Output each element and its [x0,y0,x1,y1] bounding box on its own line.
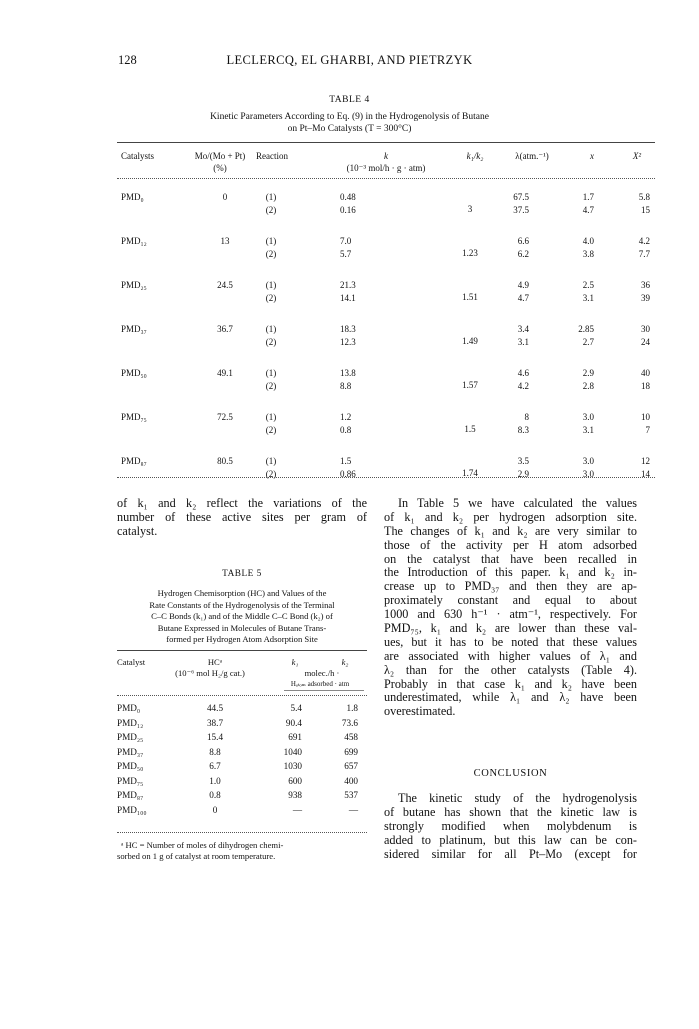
text-line: λ₂ than for the other catalysts (Table 4). [384,662,637,677]
table4-label: TABLE 4 [329,95,370,105]
t4-cell-reaction: (1) [265,456,277,466]
t4-cell-reaction: (1) [265,192,277,202]
text-line: 1000 and 630 h⁻¹ · atm⁻¹, respectively. For [384,607,637,622]
t4-cell-k: 0.48 [340,192,356,202]
t4-cell-chi2: 18 [641,380,650,391]
t5-cell-k2: 1.8 [346,703,358,713]
t5-cell-k2: 458 [344,732,358,742]
t4-cell-x: 3.1 [582,424,594,435]
t4-head-chi2: X² [632,151,642,161]
text-line: of k₁ and k₂ per hydrogen adsorption site. [384,509,637,524]
t5-head-hc: HCᵃ [207,657,223,667]
t4-head-lambda: λ(atm.⁻¹) [515,151,549,161]
t4-cell-lambda: 2.9 [517,468,529,479]
t4-head-catalysts: Catalysts [121,151,154,161]
table4-caption-line1: Kinetic Parameters According to Eq. (9) in the Hydrogenolysis of Butane [210,112,489,122]
table5-header-rule [117,695,367,696]
t4-cell-x: 2.9 [582,368,594,378]
t5-cell-k1: 1040 [283,746,302,757]
table5-top-rule [117,650,367,651]
t4-cell-x: 3.0 [582,468,594,479]
t4-cell-x: 4.0 [582,236,594,246]
t5-cell-hc: 38.7 [206,717,224,728]
t4-cell-x: 2.8 [582,380,594,391]
t4-cell-lambda: 4.2 [517,380,529,391]
text-line: strongly modified when molybdenum is [384,818,637,833]
table4-header-rule [117,178,655,179]
t5-cell-k1: 600 [288,775,302,786]
t4-cell-k: 5.7 [340,248,352,259]
text-line: underestimated, while λ₁ and λ₂ have been [384,690,637,705]
caption-line: Rate Constants of the Hydrogenolysis of the Terminal [149,599,335,610]
t4-cell-chi2: 40 [641,368,650,378]
t4-cell-chi2: 10 [641,412,650,422]
t5-cell-k1: 938 [288,790,302,800]
text-line: The changes of k₁ and k₂ are very similar to [384,523,637,538]
t4-cell-chi2: 30 [641,324,650,334]
t5-cell-k1: 90.4 [285,717,302,728]
t5-cell-catalyst: PMD₅₀ [117,761,144,771]
t4-cell-chi2: 36 [641,280,650,290]
text-line: of k₁ and k₂ reflect the variations of the [117,496,367,510]
t4-cell-k: 12.3 [340,336,356,347]
t5-cell-k2: 657 [344,761,358,771]
t5-cell-k1: — [292,804,302,815]
t4-cell-catalyst: PMD₈₇ [121,456,147,466]
t5-cell-catalyst: PMD₂₅ [117,732,144,742]
table5-caption [117,588,367,646]
text-line: The kinetic study of the hydrogenolysis [398,791,637,805]
t4-cell-ratio: 3 [467,204,473,214]
t4-cell-ratio: 1.23 [462,248,478,258]
right-paragraph-2 [384,792,637,861]
t5-cell-hc: 8.8 [209,746,221,757]
t5-cell-catalyst: PMD₁₀₀ [117,804,147,815]
t5-cell-hc: 0.8 [209,790,221,800]
t4-cell-lambda: 4.6 [517,368,529,378]
t4-cell-k: 14.1 [340,292,356,303]
table4-caption-line2: on Pt–Mo Catalysts (T = 300°C) [287,124,412,134]
t5-head-k-unit: molec./h · [304,668,340,678]
t4-cell-lambda: 6.6 [517,236,529,246]
text-line: crease up to PMD₃₇ and then they are ap- [384,579,637,594]
t5-head-k1: k₁ [291,657,299,667]
t4-cell-x: 2.85 [578,324,594,334]
t4-cell-chi2: 5.8 [638,192,650,202]
t4-cell-catalyst: PMD₂₅ [121,280,147,290]
text-line: are associated with higher values of λ₁ and [384,648,637,663]
t4-cell-k: 13.8 [340,368,356,378]
text-line: In Table 5 we have calculated the values [398,496,637,510]
t5-head-k-unit2: Hₐₜₒₘ adsorbed · atm [290,680,350,688]
t4-cell-reaction: (1) [265,368,277,378]
text-line: the Introduction of this paper. k₁ and k₂ in- [384,565,637,580]
t4-cell-chi2: 7 [645,424,650,435]
t4-cell-lambda: 37.5 [513,204,529,215]
table5-bottom-rule [117,832,367,833]
table4-bottom-rule [117,477,655,478]
t4-cell-mo: 24.5 [217,280,233,290]
t4-cell-lambda: 3.1 [517,336,529,347]
t4-cell-chi2: 24 [641,336,650,347]
t4-head-ratio: k₁/k₂ [466,151,484,161]
t5-cell-catalyst: PMD₃₇ [117,746,144,757]
conclusion-heading: CONCLUSION [473,768,548,779]
t4-cell-reaction: (1) [265,324,277,334]
t4-cell-ratio: 1.57 [462,380,478,390]
t4-head-reaction: Reaction [256,151,288,161]
t4-cell-lambda: 4.7 [517,292,529,303]
t5-cell-hc: 1.0 [209,775,221,786]
t5-cell-k1: 691 [288,732,302,742]
t4-cell-x: 3.1 [582,292,594,303]
t4-cell-chi2: 7.7 [638,248,650,259]
t4-cell-ratio: 1.74 [462,468,478,478]
t4-cell-k: 1.2 [340,412,352,422]
running-title: LECLERCQ, EL GHARBI, AND PIETRZYK [226,53,473,67]
t5-head-k-underline [284,690,364,691]
caption-line: formed per Hydrogen Atom Adsorption Site [166,634,318,644]
t5-head-k2: k₂ [341,657,349,667]
text-line: proximately constant and equal to about [384,593,637,608]
t4-cell-reaction: (1) [265,280,277,290]
t4-cell-x: 1.7 [582,192,594,202]
t5-cell-hc: 0 [212,804,218,815]
t5-cell-k1: 1030 [283,761,302,771]
t4-cell-lambda: 6.2 [517,248,529,259]
t4-cell-mo: 49.1 [217,368,233,378]
t5-cell-k1: 5.4 [290,703,302,713]
t4-cell-lambda: 67.5 [513,192,529,202]
t4-cell-k: 1.5 [340,456,352,466]
t4-cell-x: 3.0 [582,456,594,466]
t5-cell-k2: 699 [344,746,358,757]
caption-line: Hydrogen Chemisorption (HC) and Values of the [157,588,327,598]
t4-cell-k: 18.3 [340,324,356,334]
text-line: sidered similar for all Pt–Mo (except for [384,846,637,861]
page-number: 128 [118,53,137,67]
t5-head-catalyst: Catalyst [117,657,146,667]
t4-cell-reaction: (2) [265,248,277,259]
t4-cell-catalyst: PMD₀ [121,192,144,202]
t4-cell-reaction: (2) [265,204,277,215]
t4-cell-chi2: 39 [641,292,650,303]
t4-cell-lambda: 8.3 [517,424,529,435]
t4-cell-k: 0.16 [340,204,356,215]
t4-cell-mo: 72.5 [217,412,233,422]
text-line: added to platinum, but this law can be con- [384,832,637,847]
table5-footnote-line2: sorbed on 1 g of catalyst at room temperature. [117,851,276,861]
t5-cell-hc: 15.4 [206,732,224,742]
t5-cell-k2: 537 [344,790,358,800]
t5-cell-hc: 44.5 [206,703,224,713]
text-line: ues, but it has to be noted that these values [384,634,637,649]
t5-cell-k2: 73.6 [341,717,358,728]
t5-head-hc-unit: (10⁻⁶ mol H₂/g cat.) [175,668,245,678]
t4-cell-mo: 80.5 [217,456,233,466]
text-line: on the catalyst that have been recalled in [384,551,637,566]
text-line: catalyst. [117,523,158,538]
t4-head-k: k [384,151,388,161]
t4-cell-x: 2.7 [582,336,594,347]
t4-cell-ratio: 1.51 [462,292,478,302]
t4-cell-mo: 13 [220,236,230,246]
t4-cell-reaction: (2) [265,336,277,347]
t4-cell-x: 2.5 [582,280,594,290]
text-line: Probably in that case k₁ and k₂ have been [384,676,637,691]
t4-cell-catalyst: PMD₇₅ [121,412,147,422]
t4-cell-catalyst: PMD₃₇ [121,324,147,334]
t4-cell-k: 8.8 [340,380,352,391]
t5-cell-catalyst: PMD₇₅ [117,775,144,786]
t5-cell-hc: 6.7 [209,761,221,771]
text-line: PMD₇₅, k₁ and k₂ are lower than these val- [384,621,637,636]
t4-cell-k: 0.8 [340,424,352,435]
t4-cell-lambda: 8 [524,412,529,422]
t4-cell-reaction: (1) [265,412,277,422]
t5-cell-k2: — [348,804,358,815]
t4-cell-chi2: 12 [641,456,650,466]
text-line: those of the activity per H atom adsorbed [384,537,637,552]
table4-top-rule [117,142,655,143]
caption-line: C–C Bonds (k₁) and of the Middle C–C Bond (k₂) of [151,611,333,621]
t4-cell-lambda: 3.5 [517,456,529,466]
t5-cell-k2: 400 [344,775,358,786]
caption-line: Butane Expressed in Molecules of Butane Trans- [157,622,327,633]
t4-cell-chi2: 14 [641,468,650,479]
text-line: overestimated. [384,704,456,719]
t4-cell-mo: 36.7 [217,324,233,334]
t4-cell-reaction: (2) [265,468,277,479]
t4-cell-ratio: 1.5 [464,424,476,434]
t4-cell-x: 3.8 [582,248,594,259]
text-line: number of these active sites per gram of [117,509,367,524]
t4-cell-x: 3.0 [582,412,594,422]
t5-cell-catalyst: PMD₁₂ [117,717,144,728]
t4-head-x: x [590,151,594,161]
t4-head-mo-unit: (%) [213,163,227,173]
t4-cell-lambda: 4.9 [517,280,529,290]
table5-footnote-line1: ᵃ HC = Number of moles of dihydrogen chemi- [121,840,284,850]
t4-cell-catalyst: PMD₅₀ [121,368,147,378]
t4-cell-reaction: (2) [265,292,277,303]
t4-cell-k: 7.0 [340,236,352,246]
t4-cell-mo: 0 [222,192,228,202]
t4-cell-reaction: (2) [265,424,277,435]
t4-cell-k: 0.86 [340,468,356,479]
t5-cell-catalyst: PMD₈₇ [117,790,144,800]
t4-cell-catalyst: PMD₁₂ [121,236,147,246]
t4-head-k-unit: (10⁻³ mol/h · g · atm) [346,163,426,173]
t4-cell-chi2: 15 [641,204,650,215]
t4-cell-lambda: 3.4 [517,324,529,334]
t4-cell-x: 4.7 [582,204,594,215]
t4-cell-reaction: (1) [265,236,277,246]
t4-cell-k: 21.3 [340,280,356,290]
t5-cell-catalyst: PMD₀ [117,703,141,713]
t4-cell-chi2: 4.2 [638,236,650,246]
t4-head-mo: Mo/(Mo + Pt) [194,151,246,161]
t4-cell-ratio: 1.49 [462,336,478,346]
left-paragraph [117,497,367,539]
right-paragraph-1 [384,497,637,719]
table5-label: TABLE 5 [222,569,262,579]
t4-cell-reaction: (2) [265,380,277,391]
text-line: of butane has shown that the kinetic law is [384,804,637,819]
